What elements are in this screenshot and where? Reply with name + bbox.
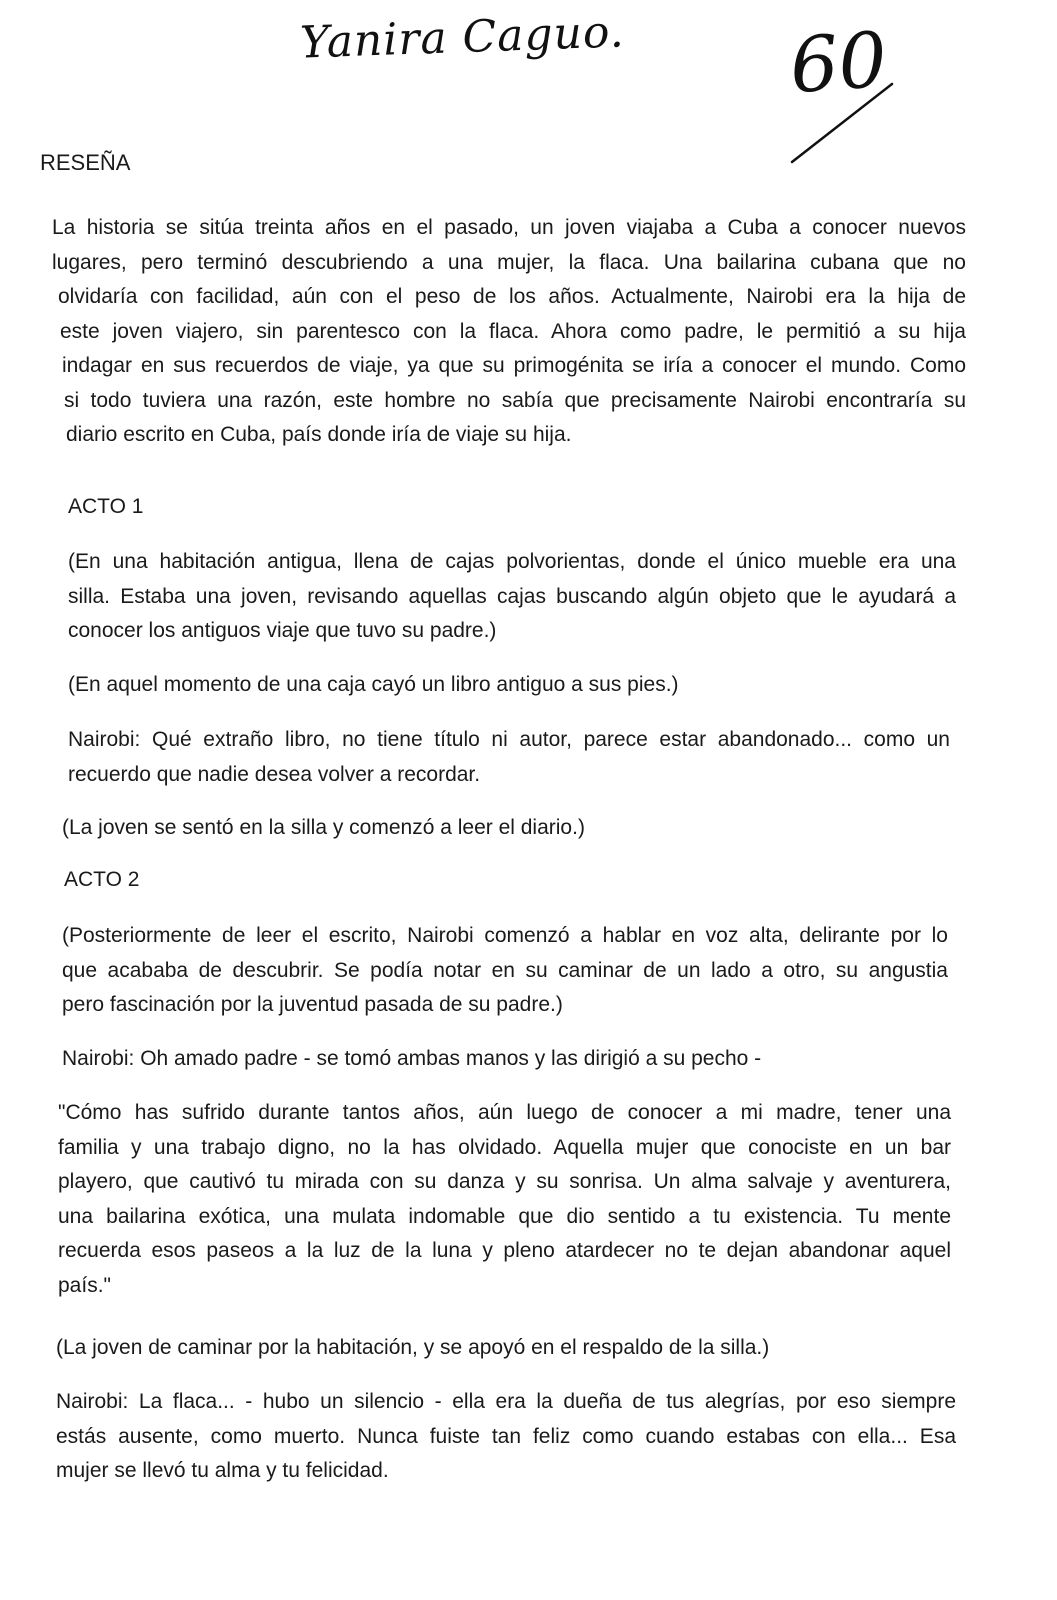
author-signature: Yanira Caguo. <box>299 6 626 69</box>
stage-line: (La joven se sentó en la silla y comenzó a leer el diario.) <box>62 816 585 839</box>
act1-stage-direction-2 <box>68 668 956 703</box>
stage-line: conocer los antiguos viaje que tuvo su padre.) <box>68 619 497 642</box>
act1-heading: ACTO 1 <box>68 495 144 518</box>
dialogue-line: mujer se llevó tu alma y tu felicidad. <box>56 1459 389 1482</box>
summary-line: diario escrito en Cuba, país donde iría de viaje su hija. <box>66 423 572 446</box>
quote-line: recuerda esos paseos a la luz de la luna y pleno atardecer no te dejan abandonar aquel <box>58 1239 951 1262</box>
stage-line: (Posteriormente de leer el escrito, Nairobi comenzó a hablar en voz alta, delirante por lo <box>62 924 948 947</box>
quote-line: "Cómo has sufrido durante tantos años, aún luego de conocer a mi madre, tener una <box>58 1101 951 1124</box>
stage-line: (En una habitación antigua, llena de cajas polvorientas, donde el único mueble era una <box>68 550 956 573</box>
stage-line: que acababa de descubrir. Se podía notar en su caminar de un lado a otro, su angustia <box>62 958 948 982</box>
summary-line: si todo tuviera una razón, este hombre no sabía que precisamente Nairobi encontraría su <box>64 388 966 412</box>
act2-heading: ACTO 2 <box>64 868 140 891</box>
quote-line: país." <box>58 1273 111 1297</box>
stage-line: silla. Estaba una joven, revisando aquellas cajas buscando algún objeto que le ayudará a <box>68 584 956 608</box>
page-title: RESEÑA <box>40 150 131 175</box>
summary-line: olvidaría con facilidad, aún con el peso de los años. Actualmente, Nairobi era la hija de <box>58 285 966 308</box>
act2-dialogue-2 <box>56 1385 956 1489</box>
stage-line: (La joven de caminar por la habitación, y se apoyó en el respaldo de la silla.) <box>56 1336 770 1359</box>
dialogue-line: recuerdo que nadie desea volver a recordar. <box>68 762 481 786</box>
dialogue-line: Nairobi: La flaca... - hubo un silencio - ella era la dueña de tus alegrías, por eso siempre <box>56 1390 956 1413</box>
summary-line: lugares, pero terminó descubriendo a una mujer, la flaca. Una bailarina cubana que no <box>52 250 966 274</box>
summary-line: este joven viajero, sin parentesco con la flaca. Ahora como padre, le permitió a su hija <box>60 319 966 343</box>
grade-mark: 60 <box>787 14 890 111</box>
act2-dialogue-1 <box>62 1042 948 1077</box>
act1-stage-direction-1 <box>68 545 956 649</box>
summary-line: La historia se sitúa treinta años en el pasado, un joven viajaba a Cuba a conocer nuevos <box>52 216 966 239</box>
stage-line: (En aquel momento de una caja cayó un libro antiguo a sus pies.) <box>68 673 679 696</box>
act2-quote <box>58 1096 951 1303</box>
summary-line: indagar en sus recuerdos de viaje, ya que su primogénita se iría a conocer el mundo. Como <box>62 354 966 377</box>
dialogue-line: Nairobi: Qué extraño libro, no tiene título ni autor, parece estar abandonado... como un <box>68 728 950 751</box>
quote-line: familia y una trabajo digno, no la has olvidado. Aquella mujer que conociste en un bar <box>58 1135 951 1159</box>
stage-line: pero fascinación por la juventud pasada de su padre.) <box>62 993 563 1016</box>
act1-dialogue-1 <box>68 723 950 792</box>
act2-stage-direction-2 <box>56 1331 946 1366</box>
dialogue-line: estás ausente, como muerto. Nunca fuiste tan feliz como cuando estabas con ella... Esa <box>56 1424 956 1448</box>
act2-stage-direction-1 <box>62 919 948 1023</box>
quote-line: una bailarina exótica, una mulata indomable que dio sentido a tu existencia. Tu mente <box>58 1204 951 1228</box>
grade-slash-mark <box>780 70 900 170</box>
dialogue-line: Nairobi: Oh amado padre - se tomó ambas manos y las dirigió a su pecho - <box>62 1047 762 1070</box>
summary-paragraph <box>52 211 966 453</box>
act1-stage-direction-3 <box>62 811 950 846</box>
quote-line: playero, que cautivó tu mirada con su danza y su sonrisa. Un alma salvaje y aventurera, <box>58 1170 951 1193</box>
